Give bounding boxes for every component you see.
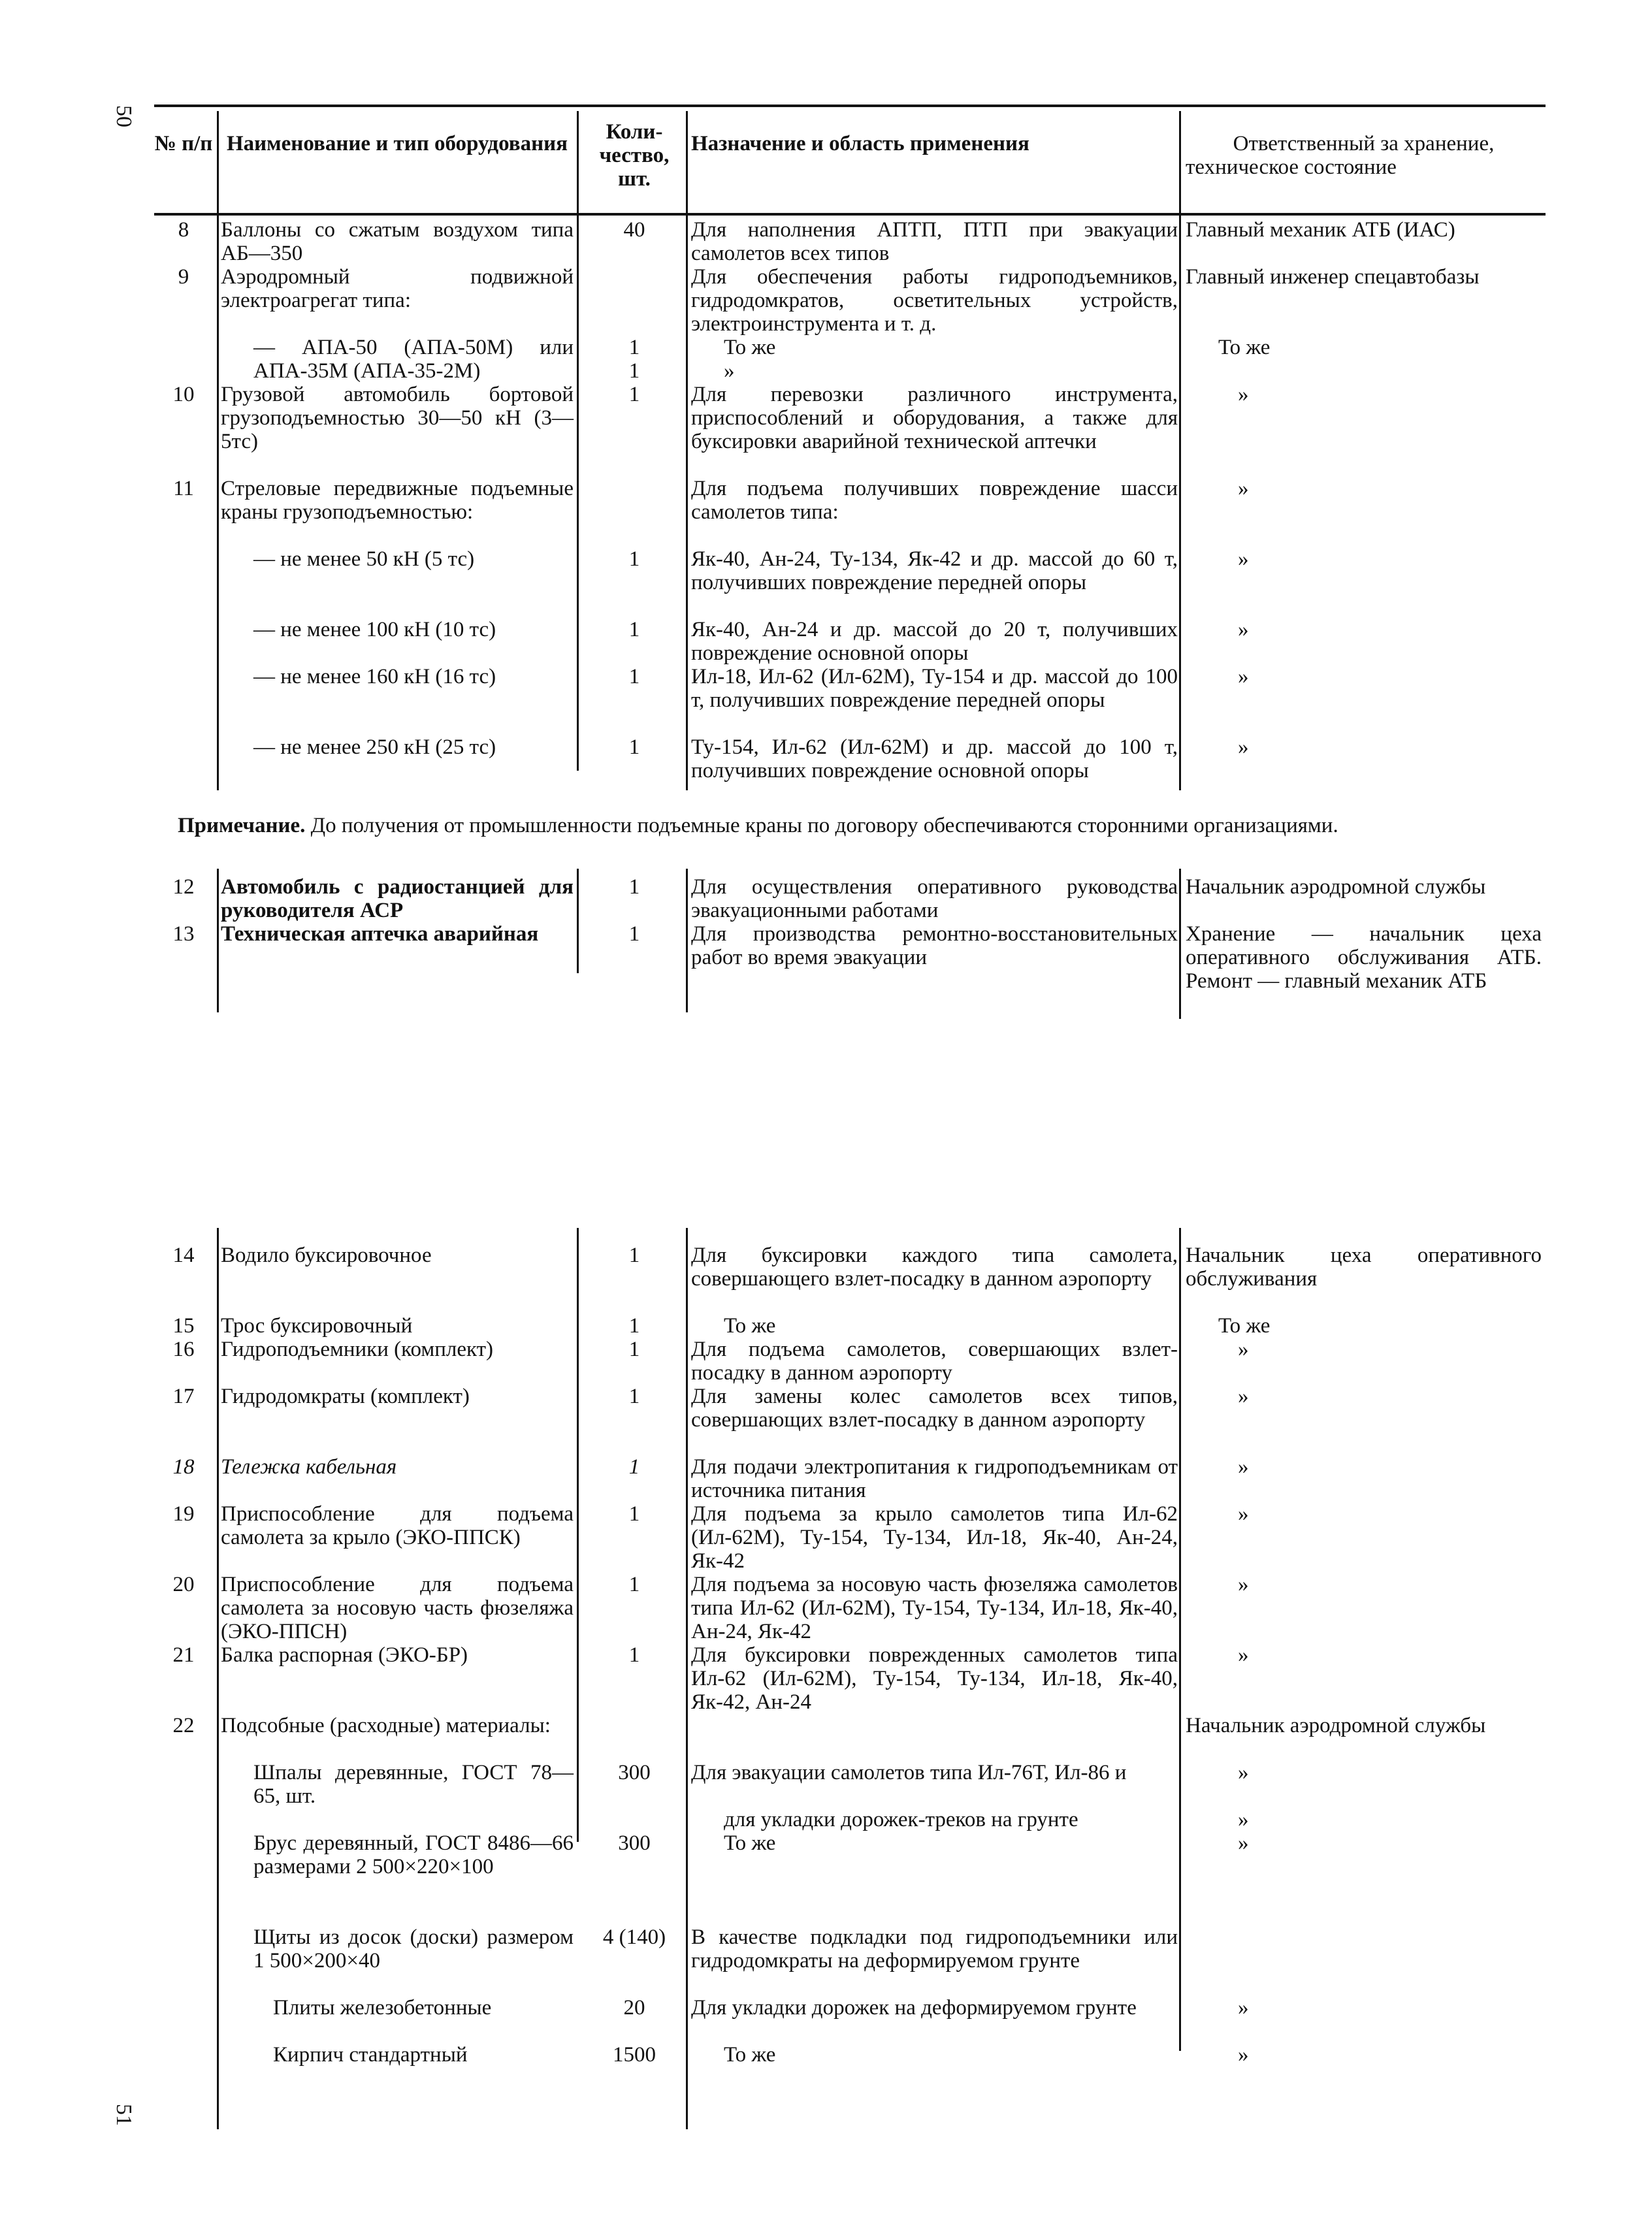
row-9a-responsible: То же [1218,336,1271,359]
row-21-qty: 1 [628,1643,640,1667]
row-22b-responsible: » [1238,1831,1249,1855]
row-21-num: 21 [172,1643,195,1667]
row-13-purpose: Для производства ремонтно-восстановительных работ во время эвакуации [691,922,1178,969]
row-22c-qty: 4 (140) [602,1925,666,1949]
row-12-responsible: Начальник аэродромной службы [1186,875,1486,899]
column-divider [1179,1228,1181,2051]
row-22d-qty: 20 [623,1996,645,2020]
column-divider [577,869,579,973]
row-8-purpose: Для наполнения АПТП, ПТП при эвакуации самолетов всех типов [691,218,1178,265]
row-12-qty: 1 [628,875,640,899]
row-14-qty: 1 [628,1244,640,1267]
row-17-name: Гидродомкраты (комплект) [221,1385,470,1408]
row-22a-purpose: Для эвакуации самолетов типа Ил-76Т, Ил-86 и [691,1761,1127,1784]
row-21-name: Балка распорная (ЭКО-БР) [221,1643,468,1667]
column-divider [577,111,579,771]
row-16-responsible: » [1238,1338,1249,1361]
row-20-responsible: » [1238,1573,1249,1596]
row-18-name: Тележка кабельная [221,1455,397,1479]
column-divider [1179,111,1181,790]
row-15-purpose: То же [724,1314,776,1338]
row-19-num: 19 [172,1502,195,1526]
header-qty: Коли-чество, шт. [599,120,670,191]
row-11a-qty: 1 [628,547,640,571]
row-15-num: 15 [172,1314,195,1338]
row-11c-purpose: Ил-18, Ил-62 (Ил-62М), Ту-154 и др. массой до 100 т, получивших повреждение передней опоры [691,665,1178,712]
row-15-responsible: То же [1218,1314,1271,1338]
row-17-qty: 1 [628,1385,640,1408]
row-15-qty: 1 [628,1314,640,1338]
row-19-purpose: Для подъема за крыло самолетов типа Ил-62 (Ил-62М), Ту-154, Ту-134, Ил-18, Як-40, Ан-24, Як-42 [691,1502,1178,1573]
row-22e-qty: 1500 [613,2043,656,2067]
row-11d-name: — не менее 250 кН (25 тс) [253,735,496,759]
row-8-num: 8 [178,218,189,242]
row-9-responsible: Главный инженер спецавтобазы [1186,265,1480,289]
row-9a-qty-1: 1 [628,336,640,359]
row-9a-purpose-1: То же [724,336,776,359]
row-22d-purpose: Для укладки дорожек на деформируемом грунте [691,1996,1137,2020]
row-9a-name: — АПА-50 (АПА-50М) или АПА-35М (АПА-35-2М) [253,336,574,383]
note-label: Примечание. [178,814,306,837]
row-9a-qty-2: 1 [628,359,640,383]
row-14-purpose: Для буксировки каждого типа самолета, совершающего взлет-посадку в данном аэропорту [691,1244,1178,1291]
row-20-qty: 1 [628,1573,640,1596]
row-19-name: Приспособление для подъема самолета за крыло (ЭКО-ППСК) [221,1502,574,1549]
row-20-num: 20 [172,1573,195,1596]
row-10-name: Грузовой автомобиль бортовой грузоподъемностью 30—50 кН (3—5тс) [221,383,574,453]
row-8-qty: 40 [623,218,645,242]
header-purpose: Назначение и область применения [691,132,1029,155]
row-11a-purpose: Як-40, Ан-24, Ту-134, Як-42 и др. массой до 60 т, получивших повреждение передней опоры [691,547,1178,594]
row-19-qty: 1 [628,1502,640,1526]
row-11c-name: — не менее 160 кН (16 тс) [253,665,496,688]
row-10-qty: 1 [628,383,640,406]
row-16-purpose: Для подъема самолетов, совершающих взлет-посадку в данном аэропорту [691,1338,1178,1385]
row-14-responsible: Начальник цеха оперативного обслуживания [1186,1244,1542,1291]
table-note [178,814,1543,837]
row-22a-name: Шпалы деревянные, ГОСТ 78—65, шт. [253,1761,574,1808]
row-22e-name: Кирпич стандартный [273,2043,468,2067]
row-17-num: 17 [172,1385,195,1408]
row-19-responsible: » [1238,1502,1249,1526]
row-11a-name: — не менее 50 кН (5 тс) [253,547,475,571]
row-11a-responsible: » [1238,547,1249,571]
header-bottom-rule [154,213,1546,216]
row-15-name: Трос буксировочный [221,1314,413,1338]
row-22c-name: Щиты из досок (доски) размером 1 500×200×40 [253,1925,574,1972]
row-12-name: Автомобиль с радиостанцией для руководителя АСР [221,875,574,922]
row-12-purpose: Для осуществления оперативного руководства эвакуационными работами [691,875,1178,922]
column-divider [217,111,219,790]
row-22a-qty: 300 [618,1761,651,1784]
header-name: Наименование и тип оборудования [227,132,568,155]
row-8-responsible: Главный механик АТБ (ИАС) [1186,218,1455,242]
page-number-bottom: 51 [112,2104,136,2126]
row-11c-qty: 1 [628,665,640,688]
row-22a-responsible-2: » [1238,1808,1249,1831]
row-11d-purpose: Ту-154, Ил-62 (Ил-62М) и др. массой до 100 т, получивших повреждение основной опоры [691,735,1178,782]
row-10-purpose: Для перевозки различного инструмента, приспособлений и оборудования, а также для буксировки аварийной технической аптечки [691,383,1178,453]
row-11-purpose: Для подъема получивших повреждение шасси самолетов типа: [691,477,1178,524]
row-9-num: 9 [178,265,189,289]
column-divider [217,1228,219,2129]
column-divider [686,1228,688,2129]
row-22a-purpose-2: для укладки дорожек-треков на грунте [724,1808,1078,1831]
row-13-responsible: Хранение — начальник цеха оперативного обслуживания АТБ. Ремонт — главный механик АТБ [1186,922,1542,993]
row-11-responsible: » [1238,477,1249,500]
row-22d-name: Плиты железобетонные [273,1996,492,2020]
row-9-purpose: Для обеспечения работы гидроподъемников, гидродомкратов, осветительных устройств, электроинструмента и т. д. [691,265,1178,336]
row-22c-purpose: В качестве подкладки под гидроподъемники или гидродомкраты на деформируемом грунте [691,1925,1178,1972]
row-11d-responsible: » [1238,735,1249,759]
row-17-responsible: » [1238,1385,1249,1408]
row-22b-qty: 300 [618,1831,651,1855]
row-11b-name: — не менее 100 кН (10 тс) [253,618,496,641]
row-18-qty: 1 [628,1455,640,1479]
note-text: До получения от промышленности подъемные краны по договору обеспечиваются сторонними организациями. [310,814,1338,837]
row-22e-purpose: То же [724,2043,776,2067]
row-22b-purpose: То же [724,1831,776,1855]
row-20-name: Приспособление для подъема самолета за носовую часть фюзеляжа (ЭКО-ППСН) [221,1573,574,1643]
row-13-num: 13 [172,922,195,946]
row-18-num: 18 [172,1455,195,1479]
row-21-responsible: » [1238,1643,1249,1667]
row-14-name: Водило буксировочное [221,1244,432,1267]
column-divider [217,869,219,1012]
row-16-num: 16 [172,1338,195,1361]
row-11d-qty: 1 [628,735,640,759]
row-14-num: 14 [172,1244,195,1267]
column-divider [577,1228,579,1842]
column-divider [686,111,688,790]
row-11b-purpose: Як-40, Ан-24 и др. массой до 20 т, получивших повреждение основной опоры [691,618,1178,665]
header-responsible: Ответственный за хранение, техническое состояние [1186,132,1495,179]
row-22e-responsible: » [1238,2043,1249,2067]
row-17-purpose: Для замены колес самолетов всех типов, совершающих взлет-посадку в данном аэропорту [691,1385,1178,1432]
row-22b-name: Брус деревянный, ГОСТ 8486—66 размерами 2 500×220×100 [253,1831,574,1878]
row-12-num: 12 [172,875,195,899]
row-8-name: Баллоны со сжатым воздухом типа АБ—350 [221,218,574,265]
row-22-num: 22 [172,1714,195,1737]
row-11c-responsible: » [1238,665,1249,688]
row-13-name: Техническая аптечка аварийная [221,922,539,946]
page-number-top: 50 [112,105,136,127]
header-num: № п/п [154,132,213,155]
row-9a-purpose-2: » [724,359,735,383]
row-11-num: 11 [173,477,194,500]
row-22d-responsible: » [1238,1996,1249,2020]
row-18-purpose: Для подачи электропитания к гидроподъемникам от источника питания [691,1455,1178,1502]
table-top-rule [154,105,1546,107]
row-16-qty: 1 [628,1338,640,1361]
row-16-name: Гидроподъемники (комплект) [221,1338,494,1361]
row-10-num: 10 [172,383,195,406]
column-divider [1179,869,1181,1019]
row-11b-responsible: » [1238,618,1249,641]
column-divider [686,869,688,1012]
row-21-purpose: Для буксировки поврежденных самолетов типа Ил-62 (Ил-62М), Ту-154, Ту-134, Ил-18, Як-40, Як-42, Ан-24 [691,1643,1178,1714]
row-9-name: Аэродромный подвижной электроагрегат типа: [221,265,574,312]
row-22-responsible: Начальник аэродромной службы [1186,1714,1486,1737]
row-11b-qty: 1 [628,618,640,641]
row-18-responsible: » [1238,1455,1249,1479]
row-11-name: Стреловые передвижные подъемные краны грузоподъемностью: [221,477,574,524]
row-10-responsible: » [1238,383,1249,406]
row-20-purpose: Для подъема за носовую часть фюзеляжа самолетов типа Ил-62 (Ил-62М), Ту-154, Ту-134, Ил-18, Як-40, Ан-24, Як-42 [691,1573,1178,1643]
row-22-name: Подсобные (расходные) материалы: [221,1714,551,1737]
row-22a-responsible-1: » [1238,1761,1249,1784]
row-13-qty: 1 [628,922,640,946]
